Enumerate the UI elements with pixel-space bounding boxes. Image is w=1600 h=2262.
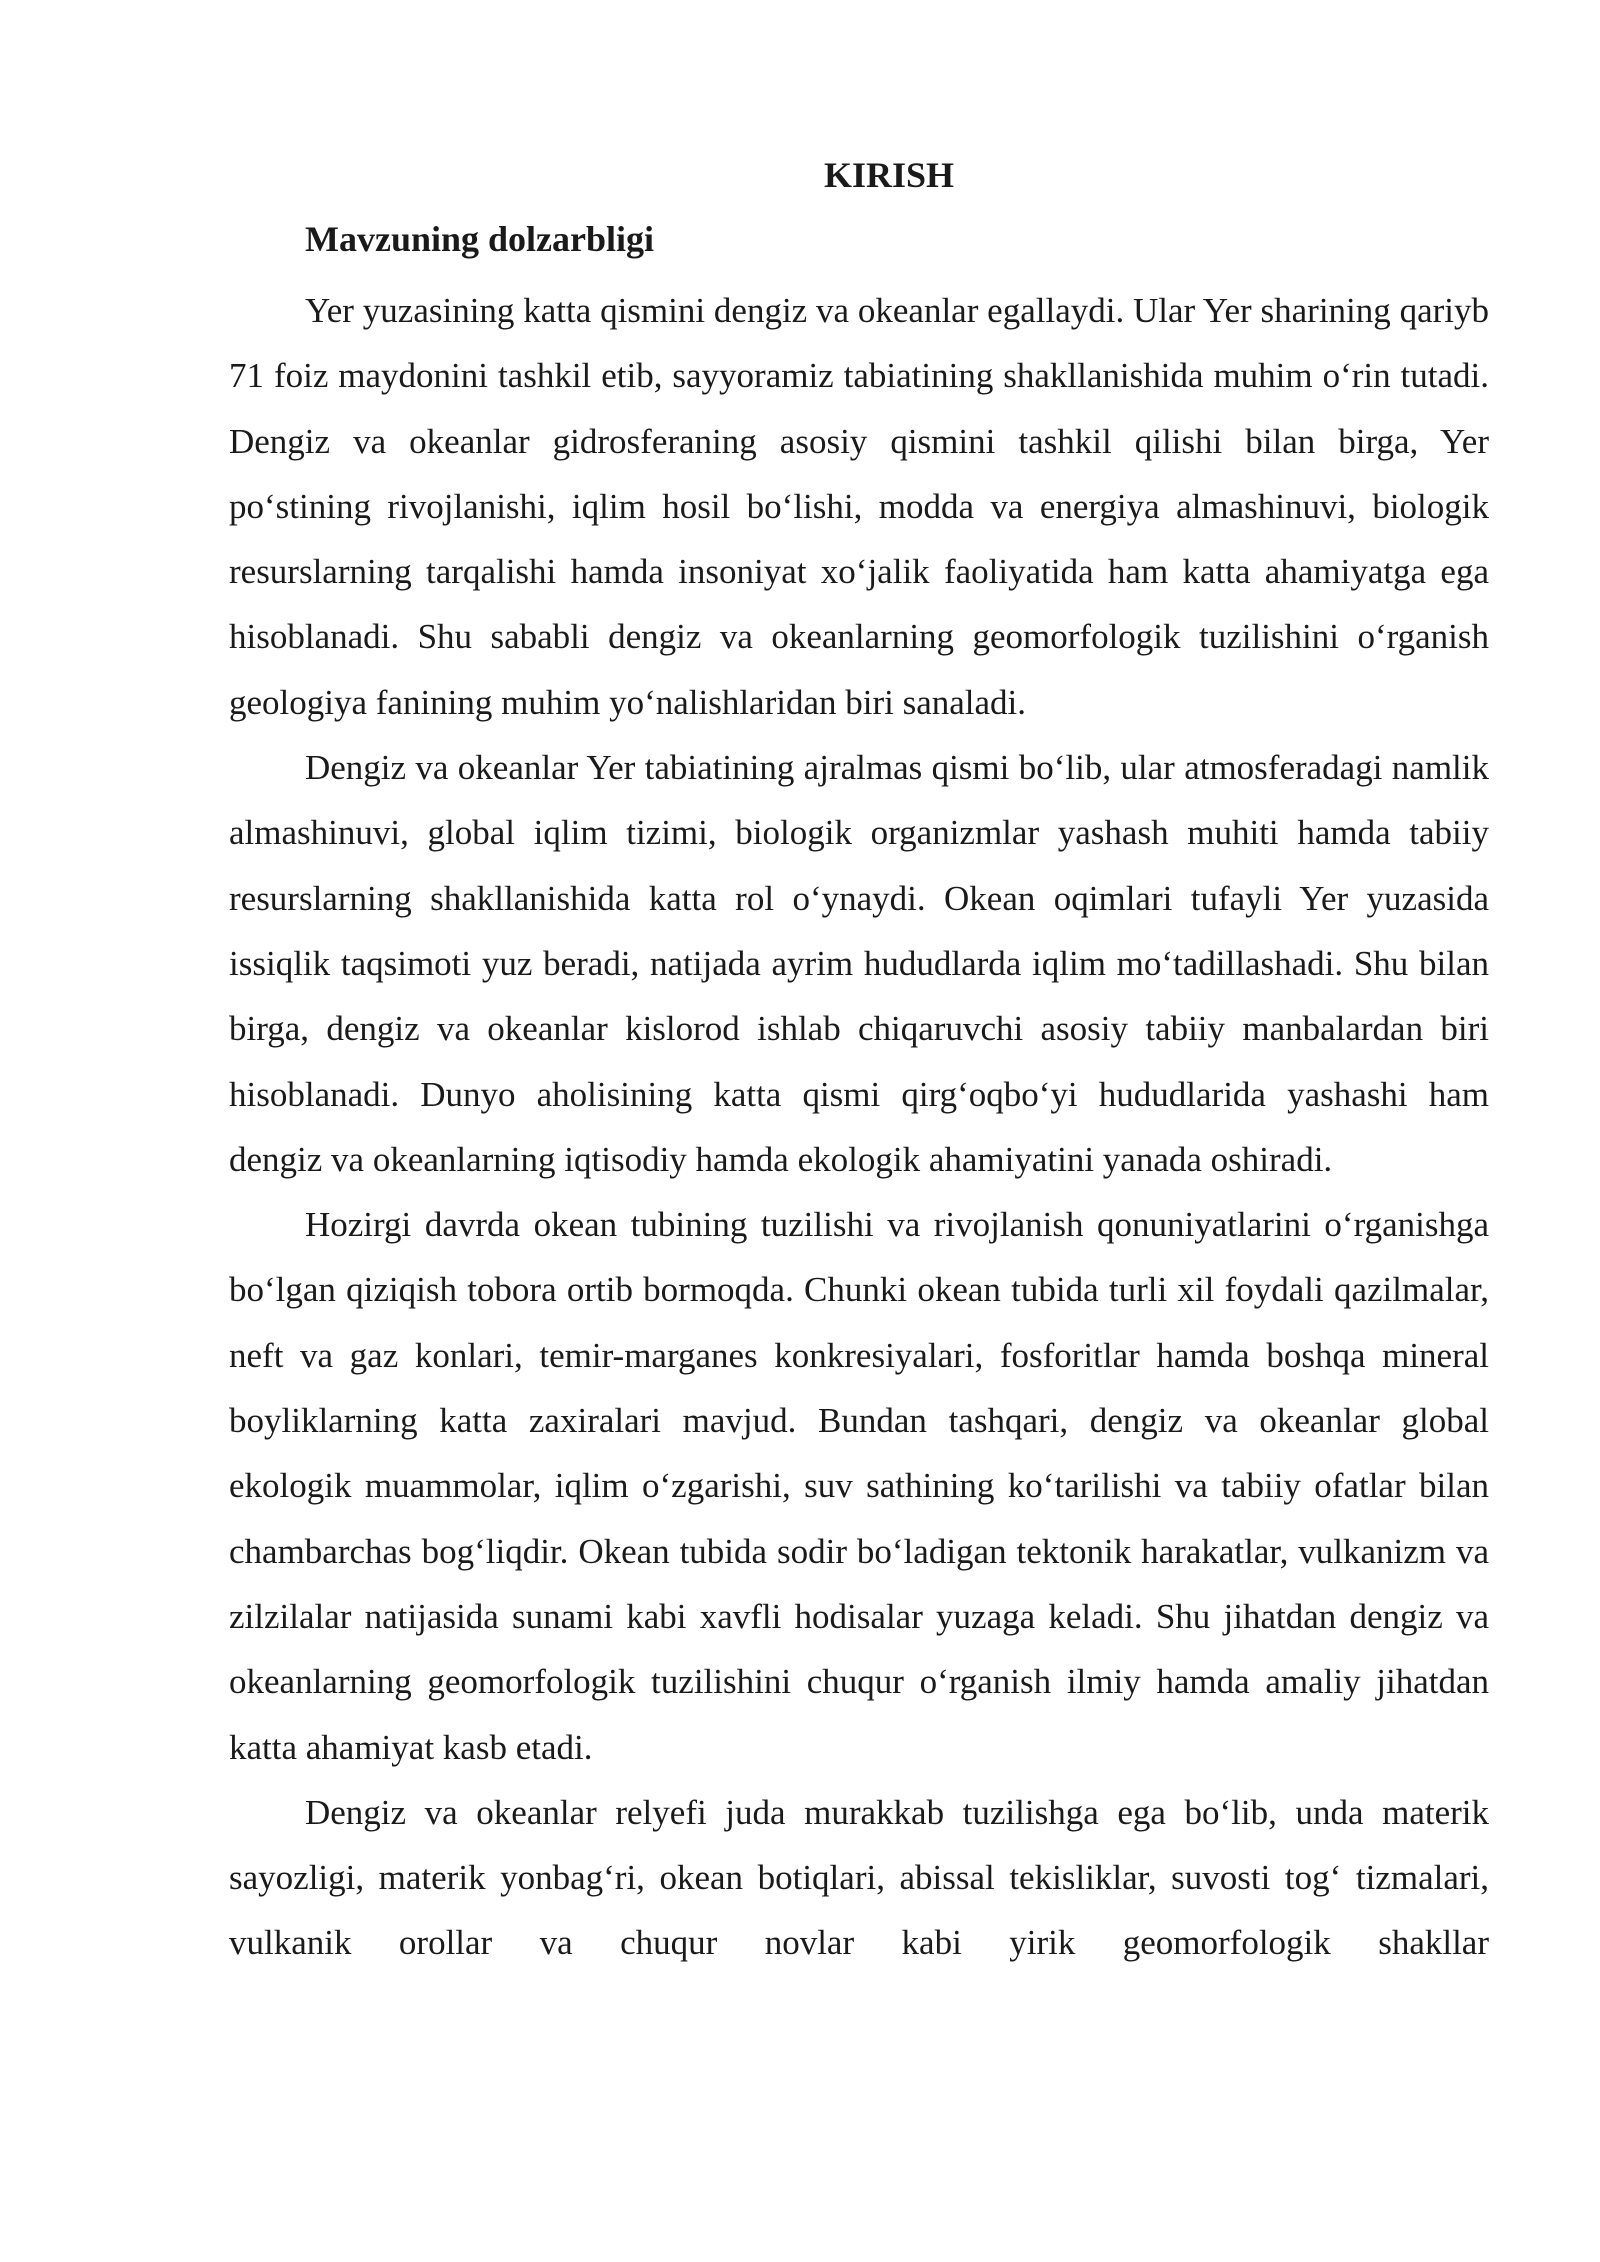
paragraph-2: Dengiz va okeanlar Yer tabiatining ajralmas qismi bo‘lib, ular atmosferadagi namlik almashinuvi, global iqlim tizimi, biologik organizmlar yashash muhiti hamda tabiiy resurslarning shakllanishida katta rol o‘ynaydi. Okean oqimlari tufayli Yer yuzasida issiqlik taqsimoti yuz beradi, natijada ayrim hududlarda iqlim mo‘tadillashadi. Shu bilan birga, dengiz va okeanlar kislorod ishlab chiqaruvchi asosiy tabiiy manbalardan biri hisoblanadi. Dunyo aholisining katta qismi qirg‘oqbo‘yi hududlarida yashashi ham dengiz va okeanlarning iqtisodiy hamda ekologik ahamiyatini yanada oshiradi. [229,748,1489,1179]
paragraph-1: Yer yuzasining katta qismini dengiz va okeanlar egallaydi. Ular Yer sharining qariyb 71 foiz maydonini tashkil etib, sayyoramiz tabiatining shakllanishida muhim o‘rin tutadi. Dengiz va okeanlar gidrosferaning asosiy qismini tashkil qilishi bilan birga, Yer po‘stining rivojlanishi, iqlim hosil bo‘lishi, modda va energiya almashinuvi, biologik resurslarning tarqalishi hamda insoniyat xo‘jalik faoliyatida ham katta ahamiyatga ega hisoblanadi. Shu sababli dengiz va okeanlarning geomorfologik tuzilishini o‘rganish geologiya fanining muhim yo‘nalishlaridan biri sanaladi. [229,291,1489,722]
paragraph-3: Hozirgi davrda okean tubining tuzilishi va rivojlanish qonuniyatlarini o‘rganishga bo‘lgan qiziqish tobora ortib bormoqda. Chunki okean tubida turli xil foydali qazilmalar, neft va gaz konlari, temir-marganes konkresiyalari, fosforitlar hamda boshqa mineral boyliklarning katta zaxiralari mavjud. Bundan tashqari, dengiz va okeanlar global ekologik muammolar, iqlim o‘zgarishi, suv sathining ko‘tarilishi va tabiiy ofatlar bilan chambarchas bog‘liqdir. Okean tubida sodir bo‘ladigan tektonik harakatlar, vulkanizm va zilzilalar natijasida sunami kabi xavfli hodisalar yuzaga keladi. Shu jihatdan dengiz va okeanlarning geomorfologik tuzilishini chuqur o‘rganish ilmiy hamda amaliy jihatdan katta ahamiyat kasb etadi. [229,1205,1489,1767]
paragraph-4: Dengiz va okeanlar relyefi juda murakkab tuzilishga ega bo‘lib, unda materik sayozligi, materik yonbag‘ri, okean botiqlari, abissal tekisliklar, suvosti tog‘ tizmalari, vulkanik orollar va chuqur novlar kabi yirik geomorfologik shakllar [229,1792,1489,1963]
section-heading: Mavzuning dolzarbligi [305,219,655,259]
document-page [229,150,1489,1976]
document-title: KIRISH [823,155,955,195]
